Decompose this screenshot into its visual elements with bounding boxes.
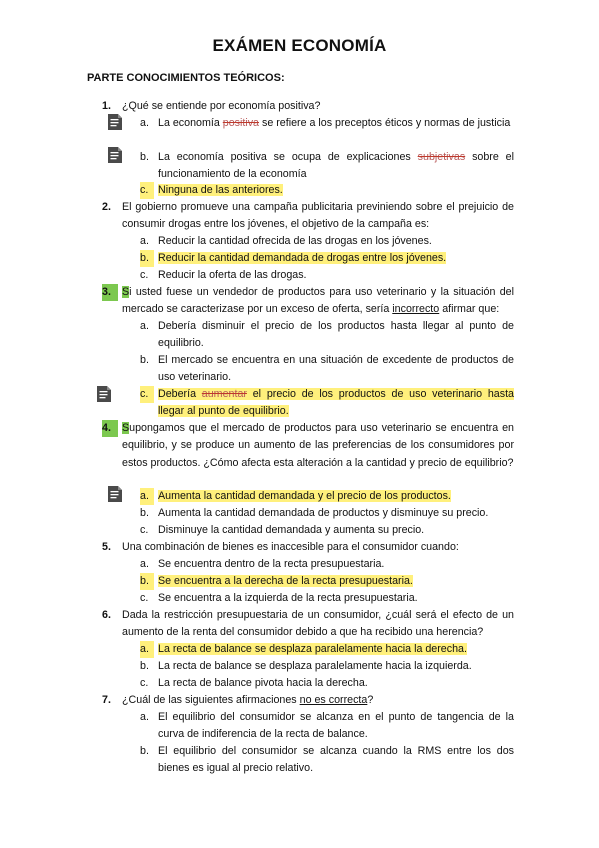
question-number: 5. [102, 541, 111, 553]
option-text: El mercado se encuentra en una situación de excedente de productos de uso veterinario. [158, 354, 514, 384]
note-icon[interactable] [107, 146, 123, 164]
option-letter: c. [140, 592, 149, 604]
question-5 [88, 539, 514, 556]
option-letter: a. [140, 558, 149, 570]
option-text [158, 641, 514, 658]
highlighted-answer: Ninguna de las anteriores. [158, 184, 283, 196]
option-text: Reducir la oferta de las drogas. [158, 269, 307, 281]
option-4a [140, 488, 514, 505]
option-4b [140, 505, 514, 522]
option-1c [140, 182, 514, 199]
option-letter: a. [140, 488, 154, 505]
option-letter: c. [140, 182, 154, 199]
option-text: La recta de balance pivota hacia la derecha. [158, 677, 368, 689]
option-letter: c. [140, 524, 149, 536]
option-6c [140, 675, 514, 692]
question-text: Supongamos que el mercado de productos para uso veterinario se encuentra en equilibrio, y se produce un aumento de las preferencias de los consumidores por estos productos. ¿Cómo afecta esta alteración a la cantidad y precio de equilibrio? [122, 422, 514, 469]
option-text: Aumenta la cantidad demandada de productos y disminuye su precio. [158, 507, 489, 519]
option-2a [140, 233, 514, 250]
option-letter: a. [140, 117, 149, 129]
option-letter: b. [140, 354, 149, 366]
note-icon[interactable] [107, 113, 123, 131]
note-icon[interactable] [96, 385, 112, 403]
option-1b [140, 149, 514, 184]
question-text: Una combinación de bienes es inaccesible para el consumidor cuando: [122, 541, 459, 553]
highlighted-answer: La recta de balance se desplaza paralelamente hacia la derecha. [158, 643, 467, 655]
option-text [158, 250, 514, 267]
page-title: EXÁMEN ECONOMÍA [212, 36, 387, 55]
option-text: Se encuentra a la izquierda de la recta presupuestaria. [158, 592, 418, 604]
option-letter: b. [140, 660, 149, 672]
option-4c [140, 522, 514, 539]
highlighted-answer: Se encuentra a la derecha de la recta presupuestaria. [158, 575, 413, 587]
question-number: 1. [102, 100, 111, 112]
highlighted-answer: Aumenta la cantidad demandada y el precio de los productos. [158, 490, 451, 502]
option-text: Disminuye la cantidad demandada y aumenta su precio. [158, 524, 425, 536]
question-text: ¿Qué se entiende por economía positiva? [122, 100, 321, 112]
option-2b [140, 250, 514, 267]
option-7a [140, 709, 514, 744]
option-5a [140, 556, 514, 573]
option-5c [140, 590, 514, 607]
question-number: 6. [102, 609, 111, 621]
option-letter: c. [140, 269, 149, 281]
option-6b [140, 658, 514, 675]
option-text: El equilibrio del consumidor se alcanza en el punto de tangencia de la curva de indiferencia de la recta de balance. [158, 711, 514, 741]
option-text: El equilibrio del consumidor se alcanza cuando la RMS entre los dos bienes es igual al precio relativo. [158, 745, 514, 775]
option-text [158, 182, 514, 199]
option-letter: a. [140, 235, 149, 247]
section-heading: PARTE CONOCIMIENTOS TEÓRICOS: [87, 72, 285, 84]
green-mark: S [122, 422, 130, 434]
question-text: El gobierno promueve una campaña publicitaria previniendo sobre el prejuicio de consumir drogas entre los jóvenes, el objetivo de la campaña es: [122, 201, 514, 231]
option-letter: a. [140, 711, 149, 723]
option-1a [140, 115, 514, 132]
option-text [158, 386, 514, 421]
underlined-word: incorrecto [392, 303, 440, 316]
option-letter: c. [140, 386, 154, 403]
option-letter: b. [140, 151, 149, 163]
highlighted-answer: Reducir la cantidad demandada de drogas entre los jóvenes. [158, 252, 447, 264]
question-text: Si usted fuese un vendedor de productos para uso veterinario y la situación del mercado se caracterizase por un exceso de oferta, sería incorrecto afirmar que: [122, 286, 514, 316]
struck-word: aumentar [201, 388, 247, 400]
question-text: Dada la restricción presupuestaria de un consumidor, ¿cuál será el efecto de un aumento de la renta del consumidor debido a que ha recibido una herencia? [122, 609, 514, 639]
question-number: 7. [102, 694, 111, 706]
option-5b [140, 573, 514, 590]
option-7b [140, 743, 514, 778]
question-number: 3. [102, 284, 118, 301]
note-icon[interactable] [107, 485, 123, 503]
option-text: Se encuentra dentro de la recta presupuestaria. [158, 558, 385, 570]
question-6 [88, 607, 514, 642]
option-letter: b. [140, 507, 149, 519]
option-3a [140, 318, 514, 353]
option-3c [140, 386, 514, 421]
option-6a [140, 641, 514, 658]
highlighted-answer: Debería aumentar el precio de los productos de uso veterinario hasta llegar al punto de equilibrio. [158, 388, 514, 418]
option-letter: a. [140, 320, 149, 332]
option-letter: a. [140, 641, 154, 658]
struck-word: positiva [222, 117, 260, 129]
option-text: La economía positiva se refiere a los preceptos éticos y normas de justicia [158, 117, 511, 129]
green-mark: S [122, 286, 130, 298]
option-text: La recta de balance se desplaza paralelamente hacia la izquierda. [158, 660, 472, 672]
question-text: ¿Cuál de las siguientes afirmaciones no es correcta? [122, 694, 374, 706]
question-4 [88, 420, 514, 472]
question-3 [88, 284, 514, 319]
question-7 [88, 692, 514, 709]
option-letter: b. [140, 250, 154, 267]
option-text [158, 573, 514, 590]
option-text [158, 488, 514, 505]
question-1 [88, 98, 514, 115]
option-text: La economía positiva se ocupa de explicaciones subjetivas sobre el funcionamiento de la economía [158, 151, 514, 181]
question-2 [88, 199, 514, 234]
option-letter: c. [140, 677, 149, 689]
question-number: 4. [102, 420, 118, 437]
option-text: Debería disminuir el precio de los productos hasta llegar al punto de equilibrio. [158, 320, 514, 350]
option-3b [140, 352, 514, 387]
option-letter: b. [140, 745, 149, 757]
underlined-words: no es correcta [299, 694, 368, 706]
option-text: Reducir la cantidad ofrecida de las drogas en los jóvenes. [158, 235, 432, 247]
question-number: 2. [102, 201, 111, 213]
option-letter: b. [140, 573, 154, 590]
struck-word: subjetivas [417, 151, 466, 163]
option-2c [140, 267, 514, 284]
